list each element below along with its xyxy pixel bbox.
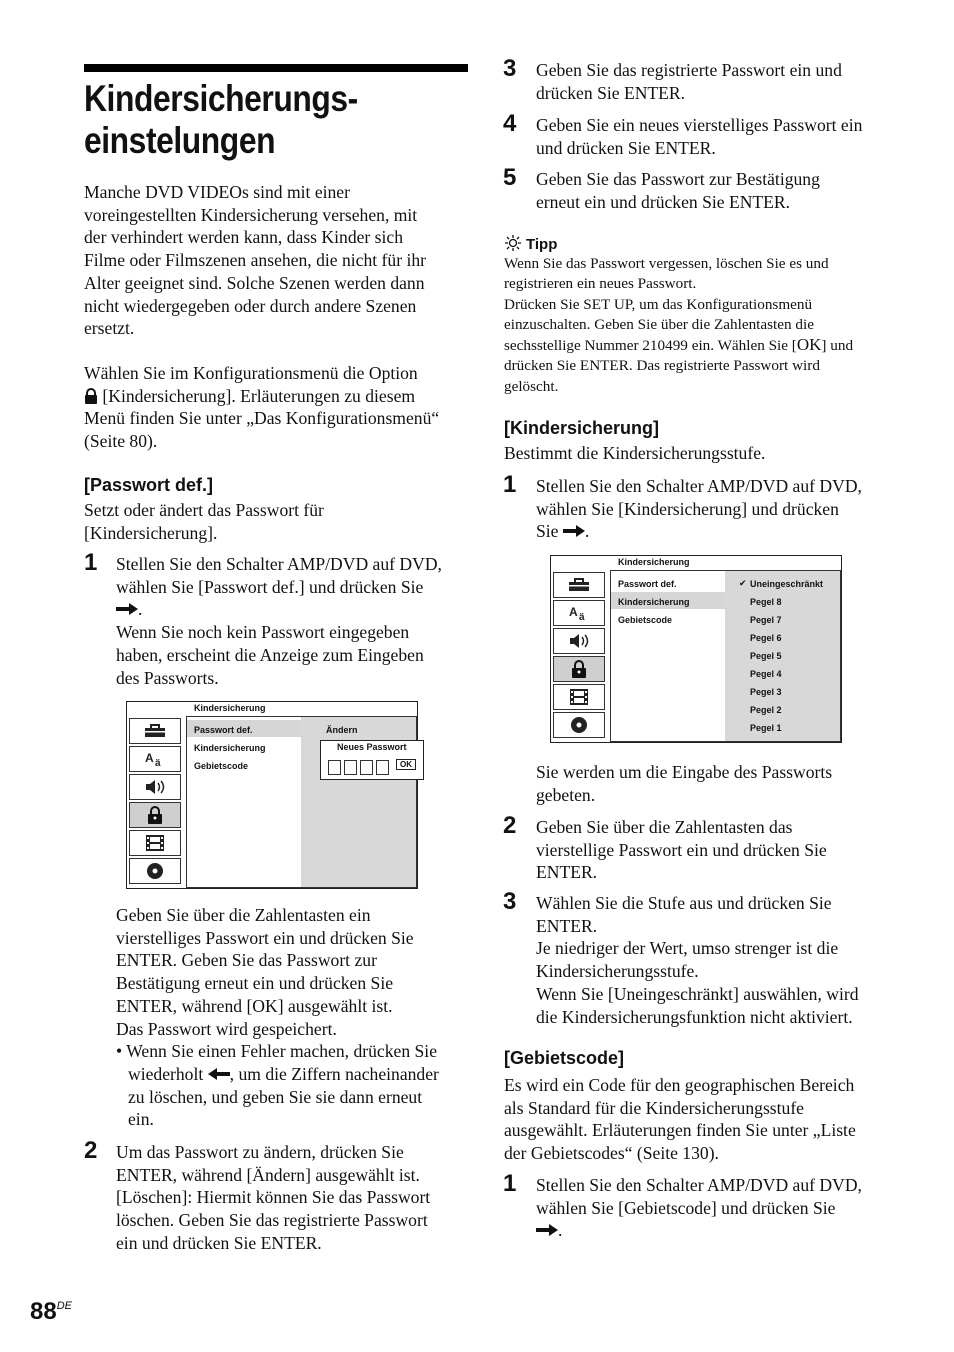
right-arrow-icon [563, 525, 585, 537]
digit-box[interactable] [344, 760, 357, 775]
lock-icon [84, 388, 98, 404]
text-line: Wählen Sie im Konfigurationsmenü die Option [84, 363, 418, 383]
passwort-step-4 [536, 114, 862, 159]
language-icon[interactable] [553, 600, 605, 626]
text-line: des Passworts. [116, 667, 219, 688]
svg-text:A: A [145, 751, 154, 765]
setup-screen-levels [550, 555, 842, 743]
new-password-popup [320, 740, 424, 780]
kinder-step-3 [536, 892, 859, 1028]
setup-screen-password [126, 701, 418, 889]
step-number: 2 [84, 1137, 98, 1164]
section-heading-kindersicherung: [Kindersicherung] [504, 418, 660, 438]
text-line: Um das Passwort zu ändern, drücken Sie [116, 1142, 404, 1162]
text-line: Wenn Sie [Uneingeschränkt] auswählen, wird [536, 983, 859, 1004]
text-line: wählen Sie [Kindersicherung] und drücken [536, 498, 839, 519]
text-line: ENTER. Geben Sie das Passwort zur [116, 950, 377, 971]
kinder-step-1 [536, 475, 862, 543]
step-number: 2 [503, 812, 517, 839]
passwort-description [84, 499, 324, 544]
page-title [84, 78, 358, 162]
text-span: wiederholt [128, 1063, 204, 1084]
text-line: wählen Sie [Gebietscode] und drücken Sie [536, 1197, 836, 1218]
level-option[interactable]: Pegel 4 [750, 669, 782, 679]
text-line: drücken Sie ENTER. [536, 82, 686, 103]
gebiet-description [504, 1074, 856, 1165]
text-line: Geben Sie ein neues vierstelliges Passwort ein [536, 115, 863, 135]
text-span: sechsstellige Nummer 210499 ein. Wählen Sie [ [504, 337, 797, 355]
step-number: 3 [503, 888, 517, 915]
right-arrow-icon [536, 1224, 558, 1236]
password-digit-boxes[interactable] [328, 758, 392, 776]
tip-label: Tipp [526, 236, 558, 253]
text-line: zu löschen, und geben Sie sie dann erneut [128, 1086, 423, 1107]
section-heading-gebietscode: [Gebietscode] [504, 1048, 625, 1068]
text-line: Geben Sie über die Zahlentasten das [536, 817, 793, 837]
text-line: Stellen Sie den Schalter AMP/DVD auf DVD, [536, 476, 862, 496]
text-line: voreingestellten Kindersicherung versehen, mit [84, 204, 418, 225]
text-line: Geben Sie das registrierte Passwort ein und [536, 60, 842, 80]
kinder-step-2 [536, 816, 827, 884]
svg-text:ä: ä [155, 758, 161, 768]
text-line: der verhindert werden kann, dass Kinder sich [84, 227, 404, 248]
step-number: 4 [503, 110, 517, 137]
text-line: Sie . [536, 521, 590, 542]
text-line: [Kindersicherung]. [84, 522, 218, 543]
kinder-description: Bestimmt die Kindersicherungsstufe. [504, 443, 766, 463]
text-line: Filme oder Filmszenen ansehen, die nicht für ihr [84, 250, 427, 271]
text-line: Stellen Sie den Schalter AMP/DVD auf DVD, [116, 554, 442, 574]
level-option[interactable]: Pegel 8 [750, 597, 782, 607]
text-line: ersetzt. [84, 318, 135, 339]
text-line: einzuschalten. Geben Sie über die Zahlentasten die [504, 315, 814, 333]
gebiet-step-1 [536, 1174, 862, 1242]
text-line: Kindersicherungsstufe. [536, 961, 699, 982]
text-line: Geben Sie das Passwort zur Bestätigung [536, 169, 820, 189]
intro-paragraph-2 [84, 362, 439, 453]
text-line: Wählen Sie die Stufe aus und drücken Sie [536, 893, 832, 913]
step-number: 1 [503, 471, 517, 498]
popup-title: Neues Passwort [337, 742, 407, 752]
text-line: ausgewählt. Erläuterungen finden Sie unter „Liste [504, 1120, 856, 1141]
level-option[interactable]: Pegel 6 [750, 633, 782, 643]
passwort-after-screen [116, 904, 439, 1131]
text-line: Stellen Sie den Schalter AMP/DVD auf DVD, [536, 1175, 862, 1195]
text-line: Menü finden Sie unter „Das Konfigurationsmenü“ [84, 408, 440, 429]
menu-item-passwort[interactable]: Passwort def. [194, 725, 253, 735]
language-icon[interactable] [129, 746, 181, 772]
text-line: Das Passwort wird gespeichert. [116, 1018, 337, 1039]
text-line: Wenn Sie das Passwort vergessen, löschen Sie es und [504, 255, 829, 272]
menu-item-gebietscode[interactable]: Gebietscode [618, 615, 673, 625]
text-line: Wenn Sie noch kein Passwort eingegeben [116, 622, 410, 643]
film-icon[interactable] [553, 684, 605, 710]
text-line: [Löschen]: Hiermit können Sie das Passwort [116, 1187, 431, 1208]
text-line: Sie werden um die Eingabe des Passworts [536, 762, 833, 782]
level-option[interactable]: Pegel 3 [750, 687, 782, 697]
text-line: Bestätigung erneut ein und drücken Sie [116, 973, 394, 994]
step-number: 5 [503, 164, 517, 191]
level-option[interactable]: Uneingeschränkt [750, 579, 824, 589]
page-number [30, 1298, 72, 1326]
text-span: ] und [821, 337, 854, 355]
passwort-step-5 [536, 168, 820, 213]
text-line: gebeten. [536, 784, 596, 805]
text-line: • Wenn Sie einen Fehler machen, drücken Sie [116, 1041, 438, 1062]
text-line: nicht wiedergegeben oder durch andere Szenen [84, 295, 417, 316]
svg-text:A: A [569, 605, 578, 619]
text-line: haben, erscheint die Anzeige zum Eingeben [116, 644, 424, 665]
value-column [725, 571, 840, 741]
text-line: (Seite 80). [84, 431, 158, 452]
text-line: vierstelliges Passwort ein und drücken Sie [116, 927, 414, 948]
text-line: gelöscht. [504, 377, 559, 395]
text-line: der Gebietscodes“ (Seite 130). [504, 1143, 719, 1164]
level-option[interactable]: Pegel 7 [750, 615, 782, 625]
menu-item-kindersicherung[interactable]: Kindersicherung [194, 743, 266, 753]
digit-box[interactable] [328, 760, 341, 775]
text-line: Manche DVD VIDEOs sind mit einer [84, 182, 350, 202]
film-icon[interactable] [129, 830, 181, 856]
speaker-icon[interactable] [129, 774, 181, 800]
title-rule [84, 64, 468, 72]
toolbox-icon[interactable] [129, 718, 181, 744]
lightbulb-icon [504, 234, 522, 252]
level-option[interactable]: Pegel 2 [750, 705, 782, 715]
text-line: Geben Sie über die Zahlentasten ein [116, 905, 371, 925]
text-line: ENTER, während [OK] ausgewählt ist. [116, 995, 393, 1016]
text-span: Sie [536, 521, 559, 542]
title-line-2: einstelungen [84, 120, 276, 161]
text-line: ENTER. [536, 915, 598, 936]
speaker-icon[interactable] [553, 628, 605, 654]
level-option[interactable]: Pegel 5 [750, 651, 782, 661]
text-line: Drücken Sie SET UP, um das Konfigurationsmenü [504, 295, 813, 313]
tip-text [504, 254, 853, 397]
intro-paragraph-1 [84, 181, 426, 340]
text-span: OK [796, 335, 822, 355]
menu-item-kindersicherung[interactable]: Kindersicherung [618, 597, 690, 607]
text-line [504, 335, 853, 356]
kinder-after-screen [536, 761, 832, 806]
toolbox-icon[interactable] [553, 572, 605, 598]
text-line: ENTER. [536, 862, 598, 883]
lock-icon[interactable] [129, 802, 181, 828]
screen-title: Kindersicherung [194, 703, 266, 713]
text-span: , um die Ziffern nacheinander [229, 1063, 439, 1084]
menu-item-passwort[interactable]: Passwort def. [618, 579, 677, 589]
back-arrow-icon [208, 1068, 230, 1080]
digit-box[interactable] [376, 760, 389, 775]
text-line: ein und drücken Sie ENTER. [116, 1232, 322, 1253]
digit-box[interactable] [360, 760, 373, 775]
text-line [116, 1063, 439, 1086]
settings-panel [610, 570, 841, 742]
text-line [84, 385, 439, 408]
text-line: wählen Sie [Passwort def.] und drücken Sie [116, 576, 424, 597]
text-span: [Kindersicherung]. Erläuterungen zu diesem [102, 385, 416, 406]
text-line: Alter geeignet sind. Solche Szenen werden dann [84, 272, 425, 293]
step-number: 3 [503, 55, 517, 82]
text-line: registrieren ein neues Passwort. [504, 275, 697, 293]
page-lang: DE [56, 1300, 72, 1312]
text-line: die Kindersicherungsfunktion nicht aktiviert. [536, 1006, 853, 1027]
page-number-value: 88 [30, 1298, 57, 1325]
text-line: Je niedriger der Wert, umso strenger ist die [536, 938, 839, 959]
menu-item-gebietscode[interactable]: Gebietscode [194, 761, 249, 771]
lock-icon[interactable] [553, 656, 605, 682]
passwort-step-1 [116, 553, 442, 689]
checkmark-icon: ✔ [739, 578, 747, 588]
ok-button[interactable]: OK [396, 759, 416, 770]
passwort-step-2 [116, 1141, 430, 1255]
disc-icon[interactable] [129, 858, 181, 884]
text-line: ein. [128, 1109, 154, 1130]
text-line: ENTER, während [Ändern] ausgewählt ist. [116, 1164, 420, 1185]
title-line-1: Kindersicherungs- [84, 78, 358, 119]
value-andern[interactable]: Ändern [326, 725, 358, 735]
text-line: erneut ein und drücken Sie ENTER. [536, 191, 791, 212]
step-number: 1 [503, 1170, 517, 1197]
disc-icon[interactable] [553, 712, 605, 738]
right-arrow-icon [116, 603, 138, 615]
text-line: drücken Sie ENTER. Das registrierte Passwort wird [504, 357, 820, 375]
section-heading-passwort: [Passwort def.] [84, 475, 214, 495]
text-line: . [116, 598, 442, 621]
text-line: als Standard für die Kindersicherungsstufe [504, 1097, 804, 1118]
text-line: Es wird ein Code für den geographischen Bereich [504, 1075, 855, 1095]
screen-title: Kindersicherung [618, 557, 690, 567]
svg-text:ä: ä [579, 612, 585, 622]
step-number: 1 [84, 549, 98, 576]
text-line: . [536, 1219, 862, 1242]
level-option[interactable]: Pegel 1 [750, 723, 782, 733]
text-line: löschen. Geben Sie das registrierte Passwort [116, 1210, 428, 1231]
text-line: und drücken Sie ENTER. [536, 137, 716, 158]
text-line: vierstellige Passwort ein und drücken Sie [536, 839, 827, 860]
tip-header [504, 234, 557, 254]
text-line: Setzt oder ändert das Passwort für [84, 500, 324, 520]
passwort-step-3 [536, 59, 842, 104]
